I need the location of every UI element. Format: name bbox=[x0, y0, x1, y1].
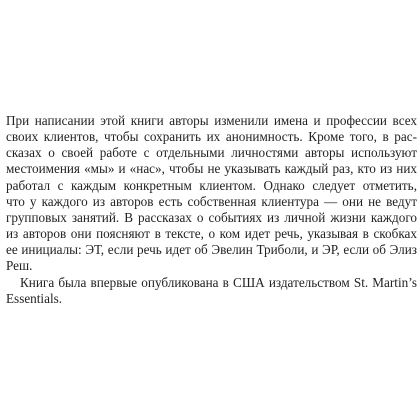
text-line: что у каждого из авторов есть собственная клиентура — они не ведут bbox=[6, 193, 417, 209]
text-line: ее инициалы: ЭТ, если речь идет об Эвелин Триболи, и ЭР, если об Элиз bbox=[6, 242, 417, 258]
paragraph-author-note bbox=[6, 113, 417, 275]
text-line: работал с каждым конкретным клиентом. Однако следует отметить, bbox=[6, 177, 417, 193]
text-line: Реш. bbox=[6, 258, 33, 274]
text-line: Essentials. bbox=[6, 290, 63, 306]
text-line: групповых занятий. В рассказах о событиях из личной жизни каждого bbox=[6, 209, 417, 225]
paragraph-publication-note bbox=[6, 275, 417, 307]
text-line: из авторов они поясняют в тексте, о ком идет речь, указывая в скобках bbox=[6, 226, 417, 242]
text-line: сказах о своей работе с отдельными личностями авторы используют bbox=[6, 145, 417, 161]
text-line: своих клиентов, чтобы сохранить их анонимность. Кроме того, в рас- bbox=[6, 129, 417, 145]
text-line: При написании этой книги авторы изменили имена и профессии всех bbox=[6, 113, 417, 128]
text-line: местоимения «мы» и «нас», чтобы не указывать каждый раз, кто из них bbox=[6, 161, 417, 177]
document-page bbox=[6, 113, 417, 307]
text-line: Книга была впервые опубликована в США издательством St. Martin’s bbox=[20, 274, 417, 290]
